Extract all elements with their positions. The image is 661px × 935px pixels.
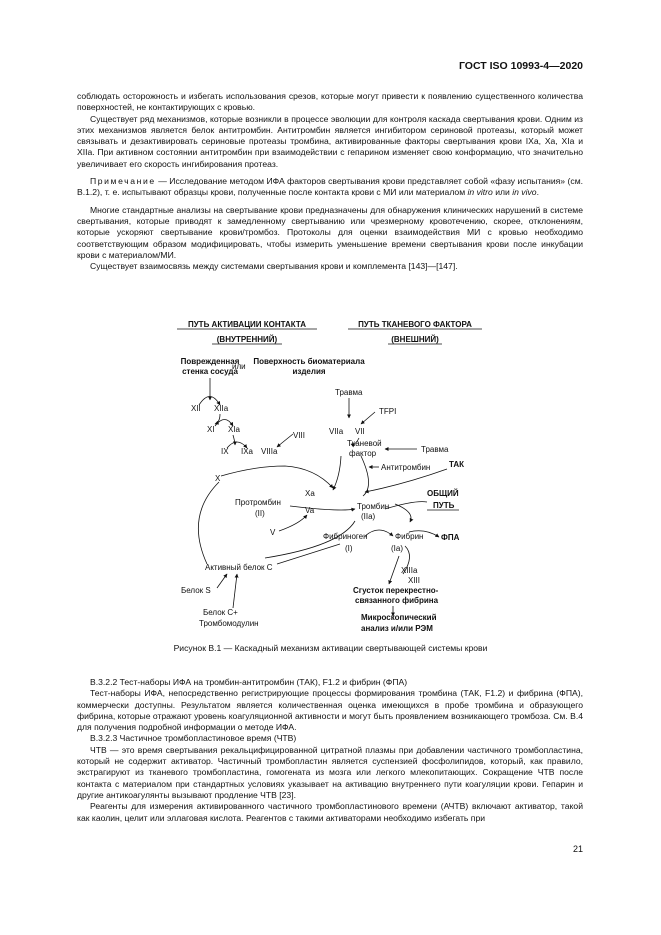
factor-x-left: X (215, 474, 221, 483)
factor-vii: VII (355, 427, 365, 436)
factor-xi: XI (207, 425, 215, 434)
page-number: 21 (572, 844, 583, 854)
fibrinogen-number: (I) (345, 544, 353, 553)
microscopy-label-2: анализ и/или РЭМ (361, 624, 433, 633)
prothrombin-number: (II) (255, 509, 265, 518)
in-vitro-term: in vitro (467, 187, 493, 198)
thrombomodulin-label: Тромбомодулин (199, 619, 259, 628)
antithrombin-label: Антитромбин (381, 463, 431, 472)
paragraph-standard-analyses: Многие стандартные анализы на свертывание крови предназначены для обнаружения клинических нарушений в системе свертывания, которые приводят к замедленному свертыванию или чрезмерному кровотечению, скорее, отклонениям, которые ускоряют свертывание крови/тромбоз. Протоколы для оценки взаимодействия МИ с кровью необходимо соответствующим образом модифицировать, чтобы измерить уменьшение времени свертывания крови после инкубации крови с материалом/МИ. (77, 204, 583, 260)
body-text-bottom (77, 677, 583, 824)
or-label: или (232, 362, 246, 371)
fibrin-label: Фибрин (395, 532, 424, 541)
factor-xiiia: XIIIa (401, 566, 418, 575)
microscopy-label: Микроскопический (361, 613, 437, 622)
contact-path-title: ПУТЬ АКТИВАЦИИ КОНТАКТА (187, 320, 307, 329)
section-heading-b323: В.3.2.3 Частичное тромбопластиновое время (ЧТВ) (90, 733, 297, 744)
paragraph-complement: Существует взаимосвязь между системами свертывания крови и комплемента [143]—[147]. (90, 261, 458, 272)
factor-viia: VIIa (329, 427, 344, 436)
contact-path-subtitle: (ВНУТРЕННИЙ) (216, 335, 278, 344)
paragraph-elisa-kits: Тест-наборы ИФА, непосредственно регистрирующие процессы формирования тромбина (ТАК, F1.2) и фибрина (ФПА), коммерчески доступны. Результатом является количественная оценка имеющихся в пробе тромбина и образующего фибрина, которые отражают уровень коагуляционной активности и могут быть проявлением возникающего тромбоза. См. В.4 для получения подробной информации о методе ИФА. (77, 688, 583, 733)
cascade-diagram (165, 316, 505, 636)
common-path-label-2: ПУТЬ (433, 501, 455, 510)
active-protein-c-label: Активный белок С (205, 563, 273, 572)
trauma-label-1: Травма (335, 388, 363, 397)
factor-ix: IX (221, 447, 229, 456)
figure-caption: Рисунок В.1 — Каскадный механизм активации свертывающей системы крови (173, 643, 488, 653)
trauma-label-2: Травма (421, 445, 449, 454)
tissue-path-subtitle: (ВНЕШНИЙ) (391, 335, 439, 344)
biomaterial-label-2: изделия (292, 367, 326, 376)
paragraph-continuation: соблюдать осторожность и избегать использования срезов, которые могут привести к появлению существенного количества поверхностей, не контактирующих с кровью. (77, 91, 583, 113)
factor-va: Va (305, 506, 315, 515)
body-text-top (77, 91, 583, 272)
tissue-path-title: ПУТЬ ТКАНЕВОГО ФАКТОРА (358, 320, 472, 329)
fibrinogen-label: Фибриноген (323, 532, 368, 541)
factor-xiii: XIII (408, 576, 421, 585)
note-label: Примечание (90, 176, 156, 187)
paragraph-antithrombin: Существует ряд механизмов, которые возникли в процессе эволюции для контроля каскада свертывания крови. Одним из этих механизмов является белок антитромбин. Антитромбин является ингибитором сериновой протеазы, который может связывать и дезактивировать сериновые протеазы тромбина, активированные факторы свертывания крови IXa, Xa, XIa и XIIa. При активном состоянии антитромбин при взаимодействии с гепарином изменяет свою конформацию, что значительно увеличивает его скорость ингибирования протеаз. (77, 113, 583, 169)
section-heading-b322: В.3.2.2 Тест-наборы ИФА на тромбин-антитромбин (ТАК), F1.2 и фибрин (ФПА) (90, 677, 408, 687)
factor-viii: VIII (293, 431, 306, 440)
fpa-label: ФПА (441, 533, 460, 542)
tissue-factor-label: Тканевой (347, 439, 382, 448)
tak-label: ТАК (449, 460, 465, 469)
protein-c-label: Белок С+ (203, 608, 238, 617)
paragraph-aptt: Реагенты для измерения активированного частичного тромбопластинового времени (АЧТВ) включают активатор, такой как каолин, целит или эллаговая кислота. Реагентов с такими активаторами необходимо избегать при (77, 801, 583, 823)
damaged-wall-label-2: стенка сосуда (182, 367, 238, 376)
factor-xii: XII (191, 404, 201, 413)
factor-viiia: VIIIa (261, 447, 278, 456)
thrombin-label: Тромбин (357, 502, 390, 511)
note-paragraph: Примечание — Исследование методом ИФА факторов свертывания крови представляет собой «фазу испытания» (см. В.1.2), т. е. испытывают образцы крови, полученные после контакта крови с МИ или материалом in vitro или in vivo. (77, 176, 583, 198)
clot-label: Сгусток перекрестно- (353, 586, 439, 595)
document-header: ГОСТ ISO 10993-4—2020 (458, 60, 583, 72)
protein-s-label: Белок S (181, 586, 211, 595)
factor-v: V (270, 528, 276, 537)
tissue-factor-label-2: фактор (349, 449, 377, 458)
coagulation-cascade-figure (165, 316, 505, 636)
factor-xa: Xa (305, 489, 315, 498)
tfpi-label: TFPI (379, 407, 397, 416)
prothrombin-label: Протромбин (235, 498, 281, 507)
in-vivo-term: in vivo (512, 187, 537, 198)
thrombin-number: (IIa) (361, 512, 376, 521)
biomaterial-label: Поверхность биоматериала (253, 357, 365, 366)
clot-label-2: связанного фибрина (355, 596, 439, 605)
factor-xiia: XIIa (214, 404, 229, 413)
damaged-wall-label: Поврежденная (180, 357, 240, 366)
common-path-label: ОБЩИЙ (427, 489, 459, 498)
factor-ixa: IXa (241, 447, 254, 456)
paragraph-ptt: ЧТВ — это время свертывания рекальцифицированной цитратной плазмы при добавлении частичного тромбопластина, который не содержит активатор. Частичный тромбопластин является суспензией фосфолипидов, который, как правило, экстрагируют из тканевого тромбопластина, гомогената из мозга или легкого млекопитающих. Сокращение ЧТВ после контакта с материалом при стандартных условиях указывает на активацию внутреннего пути коагуляции крови. Гепарин и другие антикоагулянты вызывают продление ЧТВ [23]. (77, 744, 583, 800)
factor-xia: XIa (228, 425, 241, 434)
fibrin-number: (Ia) (391, 544, 403, 553)
